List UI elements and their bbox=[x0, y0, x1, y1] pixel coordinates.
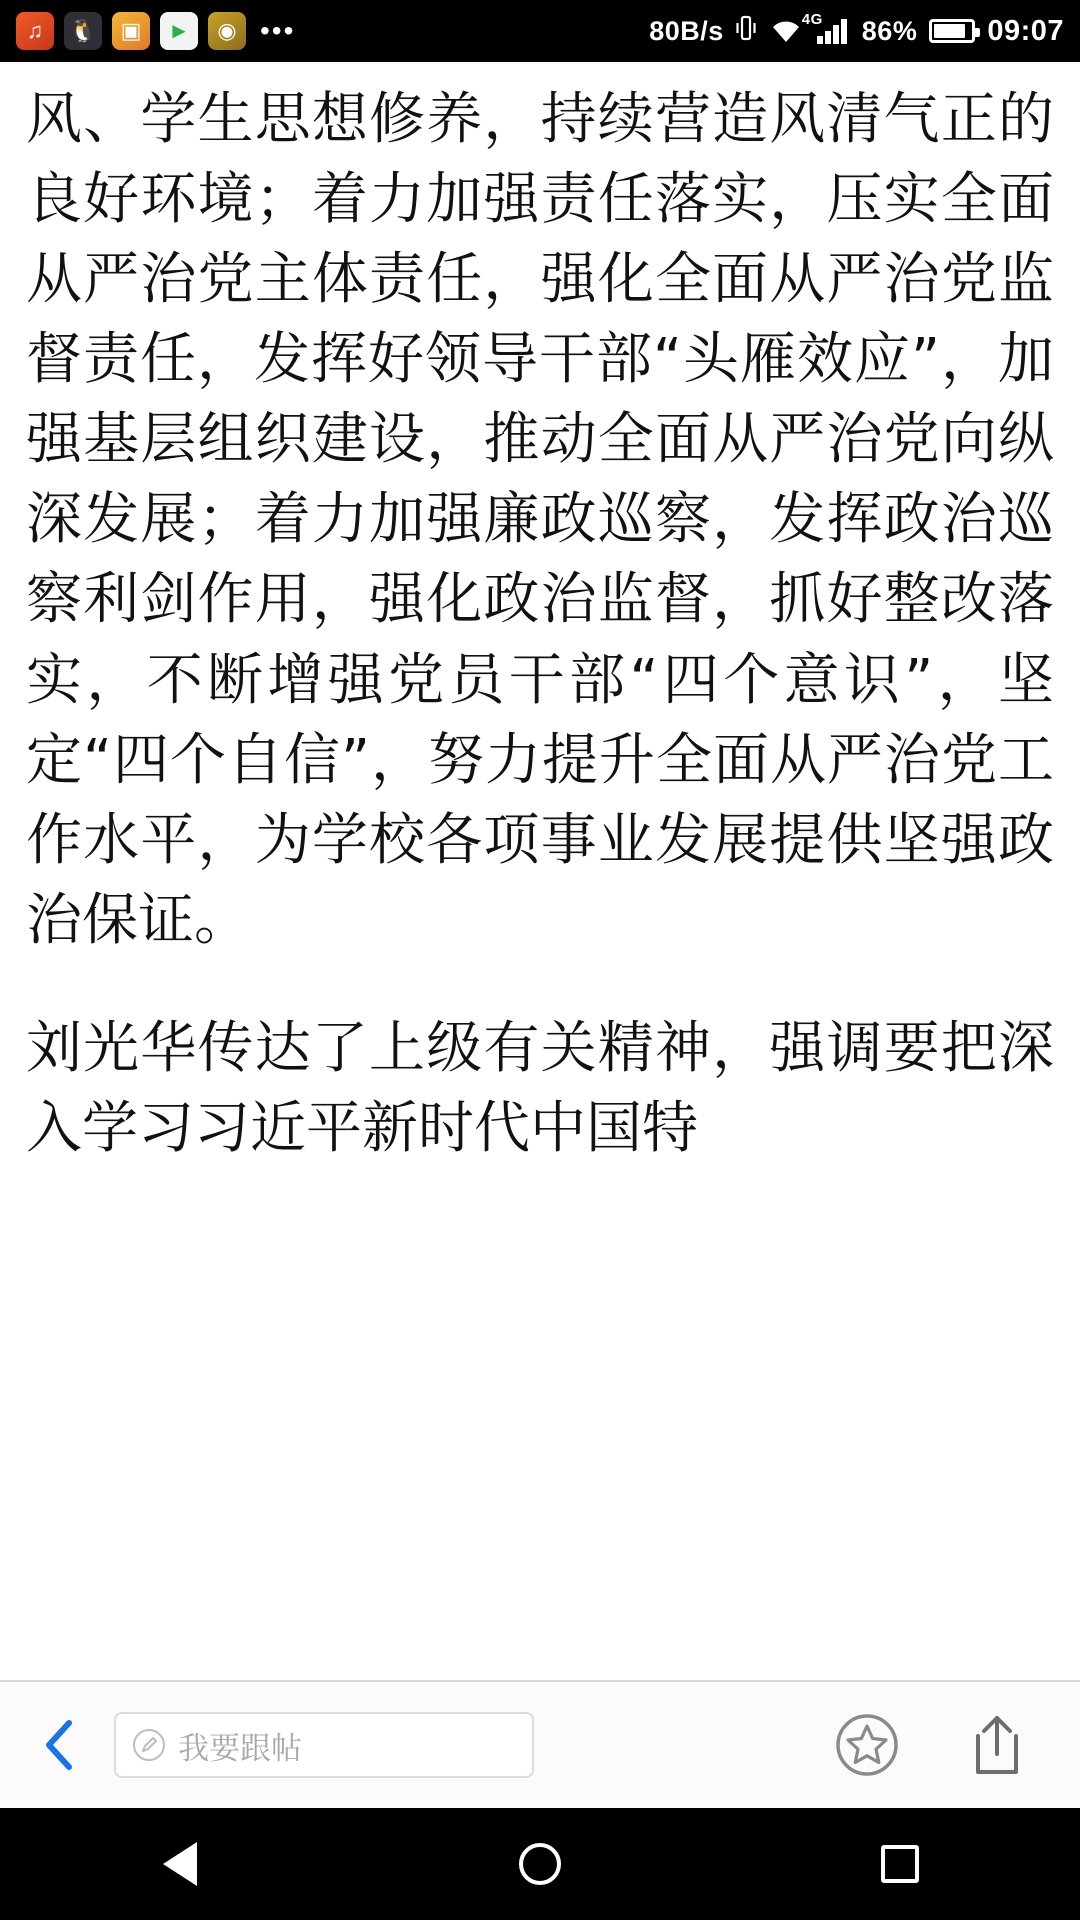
vibrate-icon bbox=[736, 14, 756, 49]
battery-icon bbox=[929, 19, 975, 43]
star-icon[interactable] bbox=[832, 1710, 902, 1780]
back-nav-button[interactable] bbox=[120, 1808, 240, 1920]
clock-label: 09:07 bbox=[987, 14, 1064, 47]
recents-nav-button[interactable] bbox=[840, 1808, 960, 1920]
music-app-icon: ♫ bbox=[16, 12, 54, 50]
action-buttons bbox=[832, 1710, 1050, 1780]
network-speed-label: 80B/s bbox=[649, 15, 724, 46]
comment-input[interactable] bbox=[114, 1712, 534, 1778]
battery-percent-label: 86% bbox=[861, 15, 918, 46]
bottom-action-bar bbox=[0, 1680, 1080, 1808]
status-bar bbox=[0, 0, 1080, 62]
cellular-signal-icon bbox=[801, 11, 850, 45]
article-paragraph: 风、学生思想修养，持续营造风清气正的良好环境；着力加强责任落实，压实全面从严治党主体责任，强化全面从严治党监督责任，发挥好领导干部“头雁效应”，加强基层组织建设，推动全面从严治党向纵深发展；着力加强廉政巡察，发挥政治巡察利剑作用，强化政治监督，抓好整改落实，不断增强党员干部“四个意识”，坚定“四个自信”，努力提升全面从严治党工作水平，为学校各项事业发展提供坚强政治保证。 bbox=[26, 87, 1054, 953]
play-store-icon: ► bbox=[160, 12, 198, 50]
android-nav-bar bbox=[0, 1808, 1080, 1920]
pencil-icon bbox=[132, 1728, 166, 1762]
back-chevron-icon[interactable] bbox=[30, 1710, 92, 1780]
wifi-icon bbox=[768, 17, 804, 45]
gallery-app-icon: ▣ bbox=[112, 12, 150, 50]
article-content[interactable] bbox=[0, 62, 1080, 1680]
qq-app-icon: 🐧 bbox=[64, 12, 102, 50]
comment-placeholder-label: 我要跟帖 bbox=[178, 1730, 302, 1767]
status-system-icons bbox=[649, 11, 1064, 49]
browser-app-icon: ◉ bbox=[208, 12, 246, 50]
network-type-label: 4G bbox=[801, 11, 823, 28]
home-nav-button[interactable] bbox=[480, 1808, 600, 1920]
status-notification-icons bbox=[16, 12, 295, 50]
share-icon[interactable] bbox=[962, 1710, 1032, 1780]
article-paragraph: 刘光华传达了上级有关精神，强调要把深入学习习近平新时代中国特 bbox=[26, 1015, 1054, 1161]
overflow-dots-icon: ••• bbox=[260, 14, 296, 46]
